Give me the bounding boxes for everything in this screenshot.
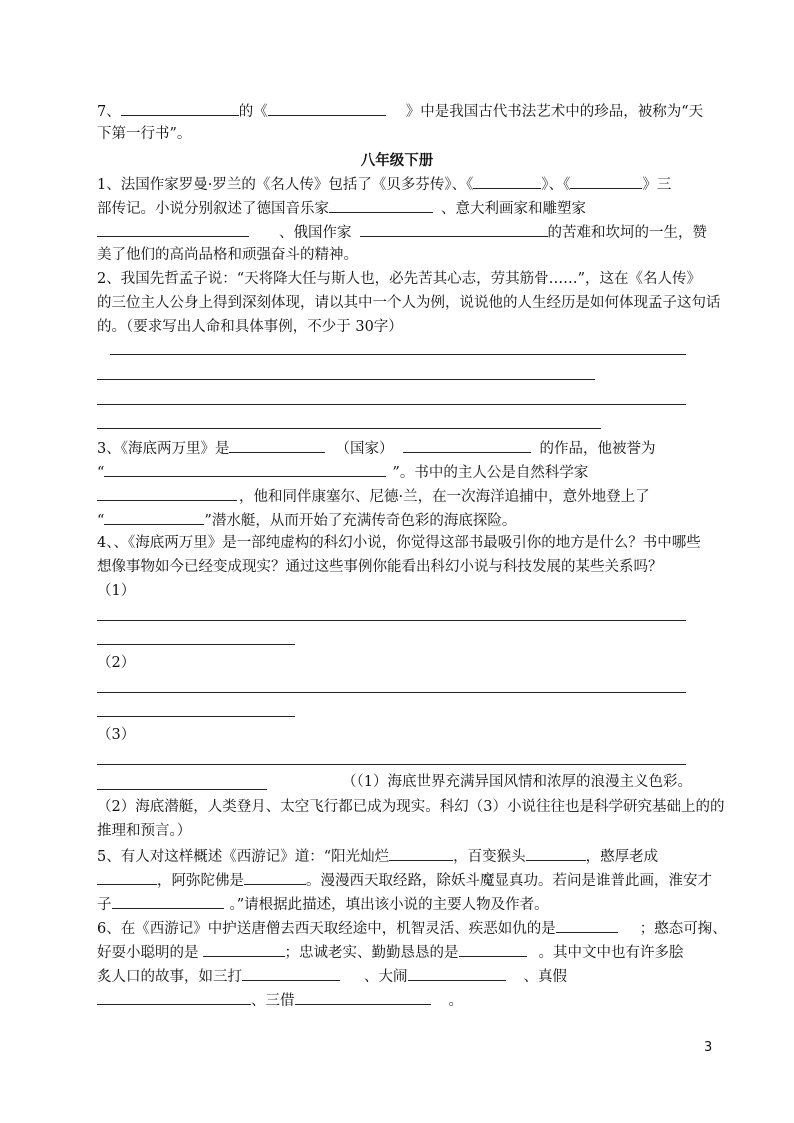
q3-blank-author[interactable] bbox=[229, 437, 325, 453]
q3-blank-country[interactable] bbox=[403, 437, 531, 453]
q1-blank-biography-3[interactable] bbox=[570, 173, 642, 189]
q2-answer-line-1[interactable] bbox=[110, 354, 686, 355]
q1-blank-musician[interactable] bbox=[329, 197, 433, 213]
q5-blank-1[interactable] bbox=[389, 845, 453, 861]
q4-answer-line2: （2）海底潜艇，人类登月、太空飞行都已成为现实。科幻（3）小说往往也是科学研究基础上的的 bbox=[97, 799, 725, 815]
q4-part3-line-2[interactable] bbox=[97, 789, 267, 790]
q7-blank-work[interactable] bbox=[268, 100, 386, 116]
q2-line3: 的。（要求写出人命和具体事例，不少于 30字） bbox=[97, 319, 403, 335]
q5-line2: ，阿弥陀佛是 。漫漫西天取经路，除妖斗魔显真功。若问是谁普此画，淮安才 bbox=[97, 869, 712, 891]
q1-line3: 、俄国作家 的苦难和坎坷的一生，赞 bbox=[97, 221, 707, 243]
q7-blank-author[interactable] bbox=[121, 100, 239, 116]
q6-line3: 炙人口的故事，如三打 、大闹 、真假 bbox=[97, 965, 567, 987]
q4-line1: 4、、《海底两万里》是一部纯虚构的科幻小说，你觉得这部书最吸引你的地方是什么？书中哪些 bbox=[97, 535, 701, 551]
q4-line2: 想像事物如今已经变成现实？通过这些事例你能看出科幻小说与科技发展的某些关系吗？ bbox=[97, 559, 663, 575]
q5-blank-3[interactable] bbox=[97, 869, 157, 885]
q4-part2-line-1[interactable] bbox=[97, 692, 686, 693]
q5-line3: 子 。”请根据此描述，填出该小说的主要人物及作者。 bbox=[97, 893, 549, 915]
q1-line4: 美了他们的高尚品格和顽强奋斗的精神。 bbox=[97, 247, 358, 263]
q6-blank-1[interactable] bbox=[556, 917, 618, 933]
q6-blank-4[interactable] bbox=[242, 965, 340, 981]
q3-line1: 3、《海底两万里》是 （国家） 的作品，他被誉为 bbox=[97, 437, 655, 459]
q3-line4: “ ”潜水艇，从而开始了充满传奇色彩的海底探险。 bbox=[97, 509, 516, 531]
q1-blank-painter[interactable] bbox=[97, 221, 249, 237]
q6-line2: 好耍小聪明的是 ；忠诚老实、勤勤恳恳的是 。其中文中也有许多脍 bbox=[97, 941, 684, 963]
q2-answer-line-4[interactable] bbox=[97, 428, 601, 429]
q1-line2: 部传记。小说分别叙述了德国音乐家 、意大利画家和雕塑家 bbox=[97, 197, 586, 219]
q5-blank-2[interactable] bbox=[526, 845, 586, 861]
q2-answer-line-2[interactable] bbox=[97, 379, 595, 380]
page-number: 3 bbox=[704, 1040, 713, 1055]
q7-line2: 下第一行书”。 bbox=[97, 126, 192, 142]
q1-line1: 1、法国作家罗曼·罗兰的《名人传》包括了《贝多芬传》、《 》、《 》三 bbox=[97, 173, 671, 195]
q6-blank-2[interactable] bbox=[203, 941, 285, 957]
q4-part1-line-1[interactable] bbox=[97, 620, 686, 621]
q4-part2-label: （2） bbox=[97, 655, 136, 671]
q5-blank-4[interactable] bbox=[244, 869, 306, 885]
q7-line1: 7、 的《 》中是我国古代书法艺术中的珍品，被称为“天 bbox=[97, 100, 703, 122]
q4-part3-label: （3） bbox=[97, 727, 136, 743]
q4-part3-line-1[interactable] bbox=[97, 764, 686, 765]
q6-line1: 6、在《西游记》中护送唐僧去西天取经途中，机智灵活、疾恶如仇的是 ；憨态可掬、 bbox=[97, 917, 727, 939]
q3-blank-submarine[interactable] bbox=[104, 509, 204, 525]
q4-part2-line-2[interactable] bbox=[97, 716, 295, 717]
q1-blank-biography-2[interactable] bbox=[473, 173, 541, 189]
q6-line4: 、三借 。 bbox=[97, 989, 463, 1011]
q4-part1-label: （1） bbox=[97, 583, 136, 599]
q6-blank-7[interactable] bbox=[295, 989, 431, 1005]
q3-blank-scientist[interactable] bbox=[97, 485, 237, 501]
q2-answer-line-3[interactable] bbox=[97, 404, 686, 405]
q3-blank-title[interactable] bbox=[104, 461, 386, 477]
q4-part1-line-2[interactable] bbox=[97, 644, 295, 645]
section-title: 八年级下册 bbox=[360, 152, 434, 169]
q4-answer-line3: 推理和预言。） bbox=[97, 823, 192, 839]
q5-blank-author[interactable] bbox=[112, 893, 224, 909]
q2-line2: 的三位主人公身上得到深刻体现，请以其中一个人为例，说说他的人生经历是如何体现孟子这句话 bbox=[97, 295, 721, 311]
q7-number: 7、 bbox=[97, 104, 121, 120]
q6-blank-6[interactable] bbox=[97, 989, 251, 1005]
q3-line2: “ ”。书中的主人公是自然科学家 bbox=[97, 461, 588, 483]
q4-answer-line1: （（1）海底世界充满异国风情和浓厚的浪漫主义色彩。 bbox=[342, 774, 692, 790]
q2-line1: 2、我国先哲孟子说：“天将降大任与斯人也，必先苦其心志，劳其筋骨……”，这在《名人传》 bbox=[97, 271, 702, 287]
q5-line1: 5、有人对这样概述《西游记》道：“阳光灿烂 ，百变猴头 ，憨厚老成 bbox=[97, 845, 658, 867]
q3-line3: ，他和同伴康塞尔、尼德·兰，在一次海洋追捕中，意外地登上了 bbox=[97, 485, 650, 507]
q6-blank-5[interactable] bbox=[408, 965, 506, 981]
q1-blank-writer[interactable] bbox=[360, 221, 548, 237]
q6-blank-3[interactable] bbox=[459, 941, 527, 957]
